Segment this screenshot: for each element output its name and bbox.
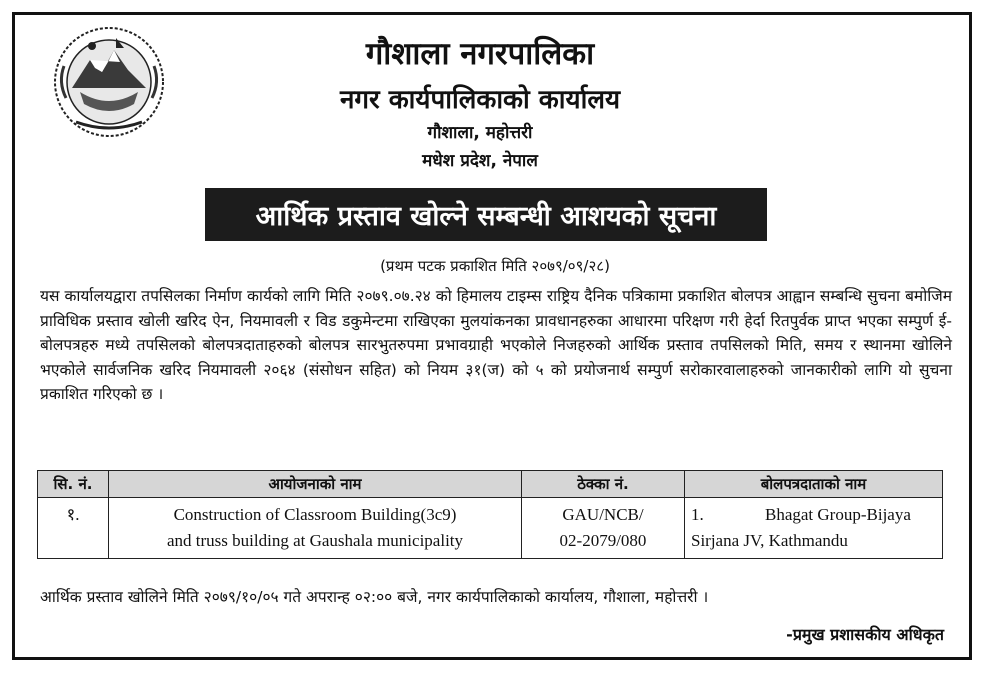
serial-number: १.	[66, 505, 80, 524]
address-line-2: मधेश प्रदेश, नेपाल	[422, 151, 538, 171]
header-bidder: बोलपत्रदाताको नाम	[685, 471, 943, 498]
notice-body: यस कार्यालयद्वारा तपसिलका निर्माण कार्यको लागि मिति २०७९.०७.२४ को हिमालय टाइम्स राष्ट्रिय दैनिक पत्रिकामा प्रकाशित बोलपत्र आह्वान सम्बन्धि सुचना बमोजिम प्राविधिक प्रस्ताव खोली खरिद ऐन, नियमावली र विड डकुमेन्टमा राखिएका मुलयांकनका प्रावधानहरुका आधारमा परिक्षण गरी हेर्दा रितपुर्वक प्राप्त भएका सम्पुर्ण ई-बोलपत्रहरु मध्ये तपसिलको बोलपत्रदाताहरुको बोलपत्र सारभुतरुपमा प्रभावग्राही भएकोले निजहरुको आर्थिक प्रस्ताव तपसिलको मिति, समय र स्थानमा खोलिने भएकोले सार्वजनिक खरिद नियमावली २०६४ (संसोधन सहित) को नियम ३१(ज) को ५ को प्रयोजनार्थ सम्पुर्ण सरोकारवालाहरुको जानकारीको लागि यो सुचना प्रकाशित गरिएको छ ।	[40, 287, 952, 403]
bidder-list-number: 1.	[691, 505, 704, 524]
cell-serial	[38, 498, 109, 559]
published-date: (प्रथम पटक प्रकाशित मिति २०७९/०९/२८)	[380, 257, 610, 275]
notice-title-banner	[205, 188, 767, 241]
nepal-government-emblem-icon	[50, 26, 168, 138]
signatory: -प्रमुख प्रशासकीय अधिकृत	[786, 625, 944, 644]
bid-table	[37, 470, 943, 559]
header-project: आयोजनाको नाम	[109, 471, 522, 498]
cell-bidder	[685, 498, 943, 559]
table-header-row	[38, 471, 943, 498]
contract-number-line-1: GAU/NCB/	[562, 505, 644, 524]
project-name-line-1: Construction of Classroom Building(3c9)	[173, 505, 457, 524]
municipality-name: गौशाला नगरपालिका	[365, 36, 595, 72]
opening-info: आर्थिक प्रस्ताव खोलिने मिति २०७९/१०/०५ गते अपरान्ह ०२:०० बजे, नगर कार्यपालिकाको कार्यालय, गौशाला, महोत्तरी ।	[40, 588, 709, 606]
contract-number-line-2: 02-2079/080	[559, 531, 647, 550]
project-name-line-2: and truss building at Gaushala municipality	[166, 531, 464, 550]
notice-title: आर्थिक प्रस्ताव खोल्ने सम्बन्धी आशयको सूचना	[255, 201, 717, 232]
office-name: नगर कार्यपालिकाको कार्यालय	[339, 85, 621, 115]
cell-project	[109, 498, 522, 559]
table-row	[38, 498, 943, 559]
header-serial: सि. नं.	[38, 471, 109, 498]
address-line-1: गौशाला, महोत्तरी	[427, 123, 533, 143]
bidder-name-line-2: Sirjana JV, Kathmandu	[691, 531, 848, 550]
header-contract: ठेक्का नं.	[522, 471, 685, 498]
bidder-name-line-1: Bhagat Group-Bijaya	[765, 505, 911, 524]
cell-contract	[522, 498, 685, 559]
